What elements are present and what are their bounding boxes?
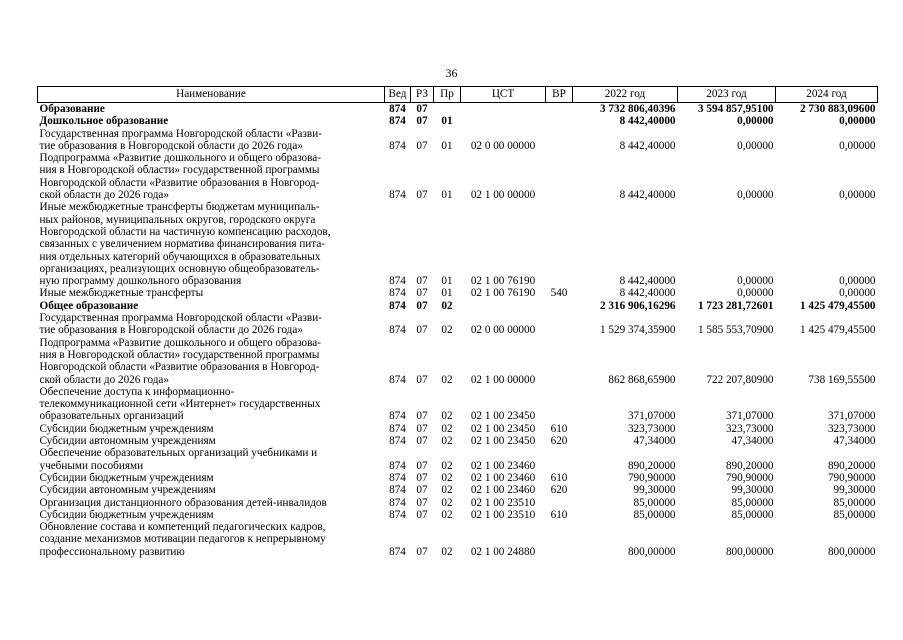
row-rz: 07 [416,275,428,288]
table-row [38,152,878,201]
row-name-line: Субсидии бюджетным учреждениям [39,422,214,435]
row-vr: 620 [550,435,568,448]
table-row [38,521,878,558]
header-2022: 2022 год [573,87,678,103]
row-ved: 874 [389,373,406,386]
table-row [38,447,878,472]
row-cst: 02 1 00 76190 [470,275,536,288]
row-vr: 540 [550,287,568,300]
row-2022: 3 732 806,40396 [599,103,676,115]
row-name [38,423,385,435]
row-name [38,152,385,201]
row-2023: 722 207,80900 [706,373,774,386]
row-name [38,115,385,127]
row-rz: 07 [416,139,428,152]
row-pr: 02 [441,373,453,386]
row-cst: 02 1 00 23460 [470,484,536,497]
row-name [38,521,385,558]
row-vr [546,521,573,558]
row-2022: 8 442,40000 [619,189,676,202]
row-rz: 07 [416,508,428,521]
row-name [38,337,385,386]
row-cst: 02 1 00 23450 [470,422,536,435]
row-vr [546,103,573,116]
row-2022: 8 442,40000 [619,115,676,128]
row-name [38,472,385,484]
row-2024: 85,00000 [833,496,876,509]
table-row [38,201,878,287]
row-ved: 874 [389,103,406,115]
row-2023: 1 585 553,70900 [697,324,774,337]
row-pr: 02 [441,410,453,423]
row-name [38,386,385,423]
row-2023: 0,00000 [737,139,774,152]
row-2024: 323,73000 [827,422,876,435]
row-vr: 610 [550,471,568,484]
row-rz: 07 [416,410,428,423]
table-body [38,103,878,558]
row-pr: 02 [441,508,453,521]
row-pr: 01 [441,115,453,128]
row-rz: 07 [416,373,428,386]
row-2024: 0,00000 [839,115,876,128]
row-name-line: Новгородской области на частичную компенсацию расходов, [39,225,331,238]
row-name-line: тие образования в Новгородской области до 2026 года» [39,139,303,152]
table-row [38,423,878,435]
row-2022: 8 442,40000 [619,139,676,152]
row-vr [546,447,573,472]
row-2023: 890,20000 [725,459,774,472]
row-ved: 874 [389,275,406,288]
row-rz: 07 [416,324,428,337]
row-pr: 02 [441,299,453,312]
row-pr: 02 [441,471,453,484]
row-2023: 47,34000 [731,435,774,448]
row-2024: 371,07000 [827,410,876,423]
row-name [38,103,385,116]
row-pr: 01 [441,287,453,300]
row-vr [546,201,573,287]
row-name-line: ской области до 2026 года» [39,189,169,202]
row-name-line: Обеспечение доступа к информационно- [39,385,235,398]
row-name-line: Государственная программа Новгородской области «Разви- [39,312,322,325]
row-2022: 85,00000 [633,496,676,509]
row-rz: 07 [416,103,428,115]
row-ved: 874 [389,139,406,152]
row-ved: 874 [389,287,406,300]
row-name [38,128,385,153]
row-2023: 1 723 281,72601 [697,299,774,312]
row-cst: 02 1 00 23460 [470,471,536,484]
header-vr: ВР [546,87,573,103]
row-name-line: Обеспечение образовательных организаций учебниками и [39,447,318,460]
row-name [38,300,385,312]
row-2022: 790,90000 [627,471,676,484]
row-ved: 874 [389,115,406,128]
row-vr [546,128,573,153]
header-ved: Вед [385,87,411,103]
row-pr: 02 [441,459,453,472]
table-row [38,435,878,447]
row-name [38,287,385,299]
row-cst: 02 0 00 00000 [470,139,536,152]
row-vr [546,312,573,337]
row-2024: 0,00000 [839,189,876,202]
row-name-line: Дошкольное образование [39,115,169,128]
row-name-line: Субсидии бюджетным учреждениям [39,508,214,521]
row-2023: 85,00000 [731,496,774,509]
row-vr: 610 [550,422,568,435]
table-row [38,484,878,496]
row-cst: 02 1 00 23450 [470,435,536,448]
row-pr: 02 [441,324,453,337]
row-cst: 02 1 00 23510 [470,508,536,521]
header-cst: ЦСТ [461,87,546,103]
row-pr: 01 [441,275,453,288]
row-pr [434,103,461,116]
row-ved: 874 [389,410,406,423]
row-name-line: образовательных организаций [39,410,184,423]
row-2023: 3 594 857,95100 [697,103,774,115]
row-name-line: создание механизмов мотивации педагогов к непрерывному [39,533,326,546]
row-2023: 85,00000 [731,508,774,521]
row-2022: 371,07000 [627,410,676,423]
row-vr [546,386,573,423]
row-2022: 2 316 906,16296 [599,299,676,312]
table-row [38,386,878,423]
row-name-line: профессиональному развитию [39,545,185,558]
row-ved: 874 [389,496,406,509]
row-cst: 02 0 00 00000 [470,324,536,337]
row-2024: 0,00000 [839,287,876,300]
row-vr: 620 [550,484,568,497]
row-2023: 323,73000 [725,422,774,435]
row-2022: 47,34000 [633,435,676,448]
row-ved: 874 [389,545,406,558]
row-2024: 890,20000 [827,459,876,472]
row-2024: 1 425 479,45500 [799,324,876,337]
row-rz: 07 [416,189,428,202]
row-name-line: Субсидии бюджетным учреждениям [39,471,214,484]
row-cst: 02 1 00 23450 [470,410,536,423]
table-row [38,472,878,484]
row-2023: 99,30000 [731,484,774,497]
row-vr [546,337,573,386]
row-ved: 874 [389,189,406,202]
row-name-line: Государственная программа Новгородской области «Разви- [39,127,322,140]
row-ved: 874 [389,459,406,472]
row-2022: 99,30000 [633,484,676,497]
row-name-line: организациях, реализующих основную общеобразователь- [39,262,320,275]
row-name [38,447,385,472]
row-2024: 800,00000 [827,545,876,558]
header-rz: РЗ [411,87,434,103]
table-row [38,509,878,521]
row-name [38,497,385,509]
row-name-line: ных районов, муниципальных округов, городского округа [39,213,316,226]
row-2024: 47,34000 [833,435,876,448]
row-vr [546,300,573,312]
row-2024: 85,00000 [833,508,876,521]
row-cst: 02 1 00 24880 [470,545,536,558]
table-row [38,300,878,312]
row-name-line: ния в Новгородской области» государственной программы [39,348,320,361]
row-name-line: Новгородской области «Развитие образования в Новгород- [39,176,320,189]
row-pr: 02 [441,496,453,509]
row-cst: 02 1 00 76190 [470,287,536,300]
table-row [38,128,878,153]
row-2024: 738 169,55500 [808,373,876,386]
row-2022: 890,20000 [627,459,676,472]
table-row [38,312,878,337]
row-name [38,509,385,521]
row-pr: 02 [441,422,453,435]
row-2024: 2 730 883,09600 [799,103,876,115]
table-row [38,115,878,127]
row-2023: 0,00000 [737,189,774,202]
row-2022: 862 868,65900 [608,373,676,386]
row-name [38,484,385,496]
row-rz: 07 [416,115,428,128]
row-rz: 07 [416,496,428,509]
row-name-line: Субсидии автономным учреждениям [39,435,216,448]
row-2022: 800,00000 [627,545,676,558]
row-pr: 01 [441,189,453,202]
header-pr: Пр [434,87,461,103]
row-vr [546,115,573,127]
row-vr [546,497,573,509]
row-name-line: Иные межбюджетные трансферты бюджетам муниципаль- [39,201,320,214]
header-name: Наименование [38,87,385,103]
row-2023: 790,90000 [725,471,774,484]
row-2022: 1 529 374,35900 [599,324,676,337]
row-2024: 790,90000 [827,471,876,484]
table-row [38,337,878,386]
row-name-line: Образование [39,103,105,115]
row-ved: 874 [389,435,406,448]
row-name-line: ния отдельных категорий обучающихся в образовательных [39,250,321,263]
row-cst: 02 1 00 00000 [470,373,536,386]
row-name-line: Новгородской области «Развитие образования в Новгород- [39,361,320,374]
table-row [38,103,878,116]
row-name-line: Общее образование [39,299,139,312]
row-name-line: ния в Новгородской области» государственной программы [39,164,320,177]
row-vr [546,152,573,201]
row-2023: 0,00000 [737,287,774,300]
row-2022: 323,73000 [627,422,676,435]
row-2022: 85,00000 [633,508,676,521]
row-pr: 02 [441,545,453,558]
row-rz: 07 [416,299,428,312]
row-name-line: Организация дистанционного образования детей-инвалидов [39,496,327,509]
row-pr: 02 [441,484,453,497]
row-pr: 01 [441,139,453,152]
row-ved: 874 [389,471,406,484]
row-2023: 371,07000 [725,410,774,423]
row-name-line: телекоммуникационной сети «Интернет» государственных [39,398,321,411]
table-row [38,287,878,299]
row-2023: 0,00000 [737,115,774,128]
row-2024: 0,00000 [839,275,876,288]
row-name [38,435,385,447]
header-2024: 2024 год [776,87,878,103]
row-2022: 8 442,40000 [619,275,676,288]
row-name-line: ской области до 2026 года» [39,373,169,386]
budget-table [37,86,878,558]
row-name-line: учебными пособиями [39,459,144,472]
row-name-line: Субсидии автономным учреждениям [39,484,216,497]
row-name-line: ную программу дошкольного образования [39,275,242,288]
row-name-line: Иные межбюджетные трансферты [39,287,204,300]
row-2023: 800,00000 [725,545,774,558]
row-name-line: Подпрограмма «Развитие дошкольного и общего образова- [39,336,321,349]
row-2023: 0,00000 [737,275,774,288]
row-vr: 610 [550,508,568,521]
row-2024: 99,30000 [833,484,876,497]
row-name-line: связанных с увеличением норматива финансирования пита- [39,238,326,251]
page-number: 36 [445,66,458,80]
table-header-row [38,87,878,103]
row-2022: 8 442,40000 [619,287,676,300]
row-ved: 874 [389,324,406,337]
row-ved: 874 [389,484,406,497]
header-2023: 2023 год [678,87,776,103]
row-cst: 02 1 00 00000 [470,189,536,202]
row-rz: 07 [416,484,428,497]
row-cst [461,300,546,312]
row-name-line: Обновление состава и компетенций педагогических кадров, [39,521,326,534]
row-rz: 07 [416,422,428,435]
row-ved: 874 [389,422,406,435]
row-pr: 02 [441,435,453,448]
row-rz: 07 [416,287,428,300]
row-name [38,201,385,287]
row-cst [461,115,546,127]
row-2024: 1 425 479,45500 [799,299,876,312]
row-cst: 02 1 00 23510 [470,496,536,509]
row-rz: 07 [416,435,428,448]
row-rz: 07 [416,459,428,472]
table-row [38,497,878,509]
row-rz: 07 [416,545,428,558]
row-ved: 874 [389,299,406,312]
row-2024: 0,00000 [839,139,876,152]
row-name [38,312,385,337]
row-rz: 07 [416,471,428,484]
row-cst [461,103,546,116]
row-name-line: Подпрограмма «Развитие дошкольного и общего образова- [39,152,321,165]
row-name-line: тие образования в Новгородской области до 2026 года» [39,324,303,337]
row-cst: 02 1 00 23460 [470,459,536,472]
row-ved: 874 [389,508,406,521]
